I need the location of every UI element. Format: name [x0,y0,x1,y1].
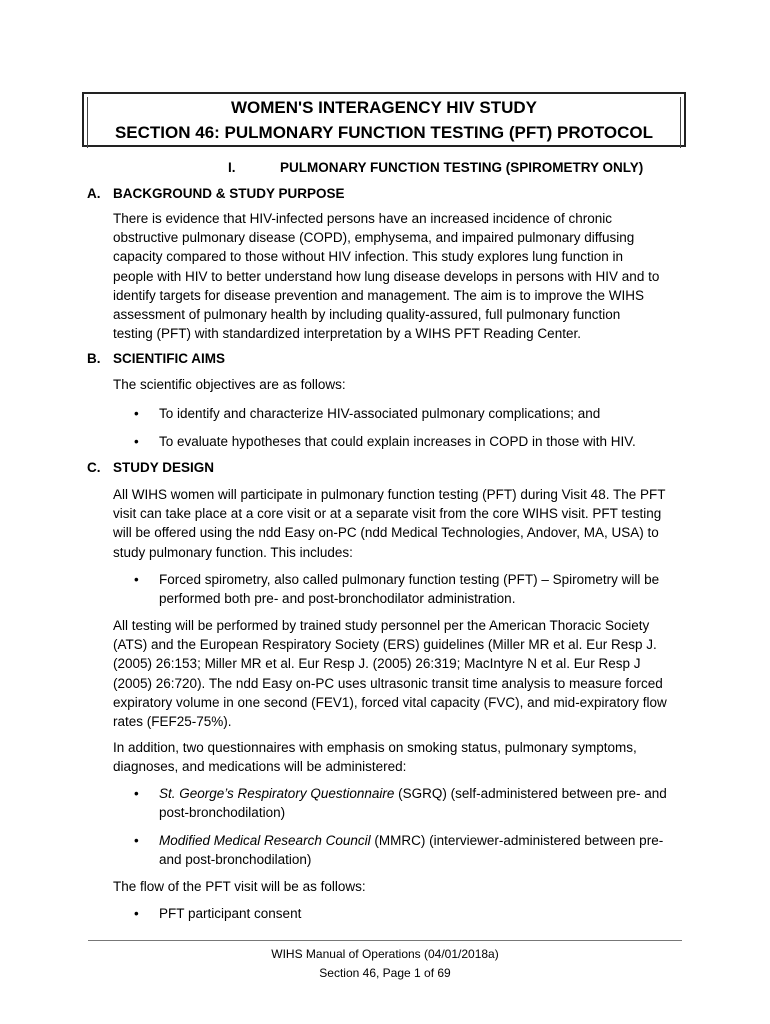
section-a-paragraph: There is evidence that HIV-infected persons have an increased incidence of chronic obstructive pulmonary disease (COPD), emphysema, and impaired pulmonary diffusing capacity compared to those without HIV infection. This study explores lung function in people with HIV to better understand how lung disease develops in persons with HIV and to identify targets for disease prevention and management. The aim is to improve the WIHS assessment of pulmonary health by including quality-assured, full pulmonary function testing (PFT) with standardized interpretation by a WIHS PFT Reading Center. [113,211,660,342]
section-b-intro: The scientific objectives are as follows: [113,377,346,392]
footer-manual: WIHS Manual of Operations (04/01/2018a) [271,947,499,961]
section-b-heading: B. SCIENTIFIC AIMS [87,351,226,366]
footer-page-number: Section 46, Page 1 of 69 [319,966,451,980]
bullet-icon: • [134,833,139,848]
bullet-icon: • [134,906,139,921]
section-i-numeral: I. [228,160,236,175]
bullet-icon: • [134,572,139,587]
section-c-heading: C. STUDY DESIGN [87,460,215,475]
section-c-paragraph-2: All testing will be performed by trained study personnel per the American Thoracic Society (ATS) and the European Respiratory Society (ERS) guidelines (Miller MR et al. Eur Resp J. (2005) 26:153; Miller MR et al. Eur Resp J. (2005) 26:319; MacIntyre N et al. Eur Resp J (2005) 26:720). The ndd Easy on-PC uses ultrasonic transit time analysis to measure forced expiratory volume in one second (FEV1), forced vital capacity (FVC), and mid-expiratory flow rates (FEF25-75%). [113,618,667,730]
bullet-icon: • [134,406,139,421]
questionnaire-name: St. George’s Respiratory Questionnaire [159,786,395,801]
bullet-icon: • [134,434,139,449]
document-page: WOMEN'S INTERAGENCY HIV STUDY SECTION 46: PULMONARY FUNCTION TESTING (PFT) PROTOCOL I. PULMONARY FUNCTION TESTING (SPIROMETRY ONLY) A. BACKGROUND & STUDY PURPOSE There is evidence that HIV-infected persons have an increased incidence of chronic obstructive pulmonary disease (COPD), emphysema, and impaired pulmonary diffusing capacity compared to those without HIV infection. This study explores lung function in people with HIV to better understand how lung disease develops in persons with HIV and to identify targets for disease prevention and management. The aim is to improve the WIHS assessment of pulmonary health by including quality-assured, full pulmonary function testing (PFT) with standardized interpretation by a WIHS PFT Reading Center. B. SCIENTIFIC AIMS The scientific objectives are as follows: • To identify and characterize HIV-associated pulmonary complications; and • To evaluate hypotheses that could explain increases in COPD in those with HIV. C. STUDY DESIGN All WIHS women will participate in pulmonary function testing (PFT) during Visit 48. The PFT visit can take place at a core visit or at a separate visit from the core WIHS visit. PFT testing will be offered using the ndd Easy on-PC (ndd Medical Technologies, Andover, MA, USA) to study pulmonary function. This includes: • Forced spirometry, also called pulmonary function testing (PFT) – Spirometry will be performed both pre- and post-bronchodilator administration. All testing will be performed by trained study personnel per the American Thoracic Society (ATS) and the European Respiratory Society (ERS) guidelines (Miller MR et al. Eur Resp J. (2005) 26:153; Miller MR et al. Eur Resp J. (2005) 26:319; MacIntyre N et al. Eur Resp J (2005) 26:720). The ndd Easy on-PC uses ultrasonic transit time analysis to measure forced expiratory volume in one second (FEV1), forced vital capacity (FVC), and mid-expiratory flow rates (FEF25-75%). In addition, two questionnaires with emphasis on smoking status, pulmonary symptoms, diagnoses, and medications will be administered: • St. George’s Respiratory Questionnaire (SGRQ) (self-administered between pre- and post-bronchodilation) • Modified Medical Research Council (MMRC) (interviewer-administered between pre- and post-bronchodilation) The flow of the PFT visit will be as follows: • PFT participant consent WIHS Manual of Operations (04/01/2018a) Section 46, Page 1 of 69 [0,0,770,1024]
section-c-paragraph-1: All WIHS women will participate in pulmonary function testing (PFT) during Visit 48. The PFT visit can take place at a core visit or at a separate visit from the core WIHS visit. PFT testing will be offered using the ndd Easy on-PC (ndd Medical Technologies, Andover, MA, USA) to study pulmonary function. This includes: [113,487,666,560]
section-a-heading: A. BACKGROUND & STUDY PURPOSE [87,186,345,201]
section-i-label: PULMONARY FUNCTION TESTING (SPIROMETRY ONLY) [280,160,644,175]
section-title: SECTION 46: PULMONARY FUNCTION TESTING (PFT) PROTOCOL [114,123,654,142]
section-c-paragraph-3: In addition, two questionnaires with emphasis on smoking status, pulmonary symptoms, diagnoses, and medications will be administered: [113,740,637,775]
bullet-icon: • [134,786,139,801]
study-title: WOMEN'S INTERAGENCY HIV STUDY [231,98,537,117]
title-box [82,92,686,147]
footer-divider [88,940,682,941]
questionnaire-name: Modified Medical Research Council [159,833,371,848]
section-i-heading [228,160,643,175]
flow-intro: The flow of the PFT visit will be as follows: [113,879,366,894]
